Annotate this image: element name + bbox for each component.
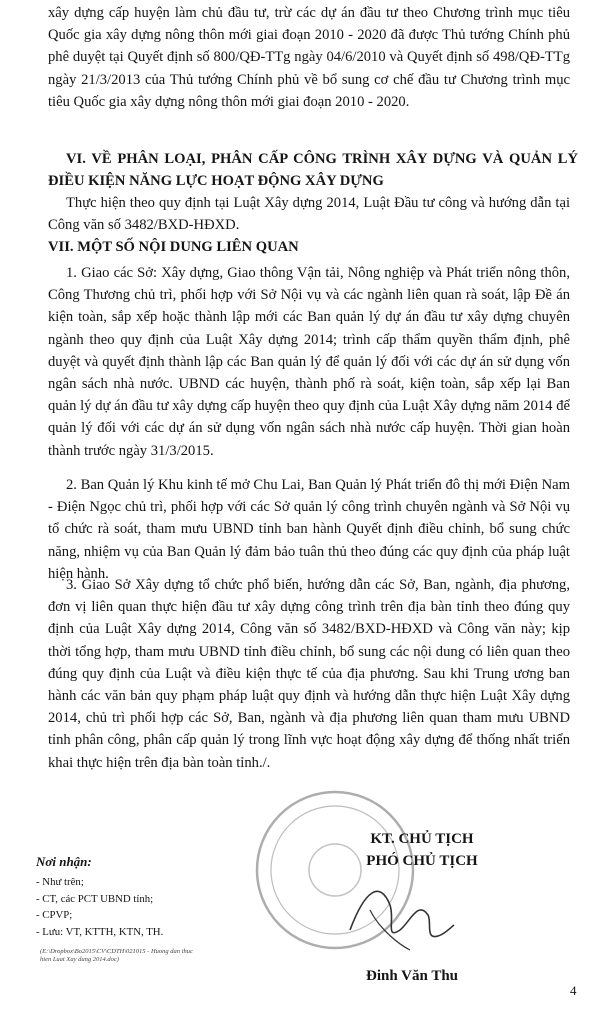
section-6-heading: VI. VỀ PHÂN LOẠI, PHÂN CẤP CÔNG TRÌNH XÂY DỰNG VÀ QUẢN LÝ ĐIỀU KIỆN NĂNG LỰC HOẠT ĐỘNG XÂY DỰNG xyxy=(48,151,578,190)
section-7-item-2: 2. Ban Quản lý Khu kinh tế mở Chu Lai, Ban Quản lý Phát triển đô thị mới Điện Nam - Điện Ngọc chủ trì, phối hợp với các Sở quản lý công trình chuyên ngành và Sở Nội vụ tổ chức rà soát, tham mưu UBND tỉnh ban hành Quyết định điều chỉnh, bổ sung chức năng, nhiệm vụ của Ban Quản lý đảm bảo tuân thủ theo đúng các quy định của pháp luật hiện hành. xyxy=(48,477,570,582)
recipient-item: - CT, các PCT UBND tỉnh; xyxy=(36,892,154,905)
signer-name: Đinh Văn Thu xyxy=(366,968,459,984)
page-number: 4 xyxy=(570,983,577,998)
recipient-item: - Như trên; xyxy=(36,876,84,888)
recipients-list xyxy=(36,874,163,940)
handwritten-signature-icon xyxy=(340,870,460,960)
recipient-item: - Lưu: VT, KTTH, KTN, TH. xyxy=(36,925,164,938)
recipient-item: - CPVP; xyxy=(36,909,73,921)
section-6-body: Thực hiện theo quy định tại Luật Xây dựng 2014, Luật Đầu tư công và hướng dẫn tại Công văn số 3482/BXD-HĐXD. xyxy=(48,195,570,234)
section-7-item-1: 1. Giao các Sở: Xây dựng, Giao thông Vận tải, Nông nghiệp và Phát triển nông thôn, Công Thương chủ trì, phối hợp với Sở Nội vụ và các ngành liên quan rà soát, lập Đề án kiện toàn, sắp xếp hoặc thành lập mới các Ban quản lý dự án đầu tư xây dựng chuyên ngành theo quy định của Luật Xây dựng 2014; trình cấp thẩm quyền thẩm định, phê duyệt và quyết định thành lập các Ban quản lý để quản lý đối với các dự án sử dụng vốn ngân sách nhà nước. UBND các huyện, thành phố rà soát, kiện toàn, sắp xếp lại Ban quản lý dự án đầu tư xây dựng cấp huyện theo quy định của Luật Xây dựng năm 2014 để quản lý đối với các dự án sử dụng vốn ngân sách nhà nước cấp huyện. Thời gian hoàn thành trước ngày 31/3/2015. xyxy=(48,265,570,459)
intro-paragraph: xây dựng cấp huyện làm chủ đầu tư, trừ các dự án đầu tư theo Chương trình mục tiêu Quốc gia xây dựng nông thôn mới giai đoạn 2010 - 2020 đã được Thủ tướng Chính phủ phê duyệt tại Quyết định số 800/QĐ-TTg ngày 04/6/2010 và Quyết định số 498/QĐ-TTg ngày 21/3/2013 của Thủ tướng Chính phủ về bổ sung cơ chế đầu tư Chương trình mục tiêu Quốc gia xây dựng nông thôn mới giai đoạn 2010 - 2020. xyxy=(48,5,570,110)
signature-title-line-2: PHÓ CHỦ TỊCH xyxy=(366,853,478,869)
section-7-item-3: 3. Giao Sở Xây dựng tổ chức phổ biến, hướng dẫn các Sở, Ban, ngành, địa phương, đơn vị liên quan thực hiện đầu tư xây dựng công trình trên địa bàn tỉnh theo đúng quy định của Luật Xây dựng 2014, Công văn số 3482/BXD-HĐXD và Công văn này; kịp thời tổng hợp, tham mưu UBND tỉnh điều chỉnh, bổ sung các nội dung có liên quan theo đúng quy định của Luật và điều kiện thực tế của địa phương. Sau khi Trung ương ban hành các văn bản quy phạm pháp luật quy định và hướng dẫn thực hiện Luật Xây dựng 2014, chủ trì phối hợp các Sở, Ban, ngành và địa phương liên quan tham mưu UBND tỉnh phân công, phân cấp quản lý trong lĩnh vực hoạt động xây dựng để thống nhất triển khai thực hiện trên địa bàn toàn tỉnh./. xyxy=(48,577,570,771)
file-path-note: (E:\Dropbox\Bo2015\CV\CDTH\021015 - Huong dan thuc hien Luat Xay dung 2014.doc) xyxy=(40,948,193,963)
signature-title-line-1: KT. CHỦ TỊCH xyxy=(370,831,474,847)
section-7-heading: VII. MỘT SỐ NỘI DUNG LIÊN QUAN xyxy=(48,239,299,255)
recipients-title: Nơi nhận: xyxy=(36,854,92,869)
